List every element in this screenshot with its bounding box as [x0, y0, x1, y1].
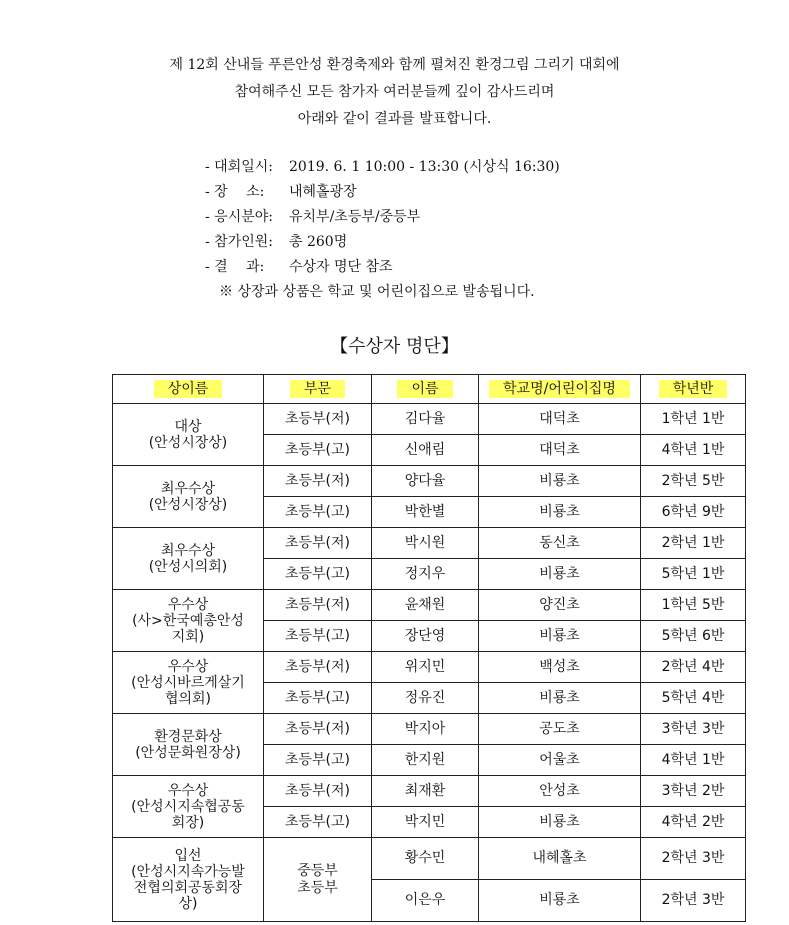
grade-cell: 2학년 4반	[641, 652, 746, 683]
name-cell: 장단영	[372, 621, 479, 652]
school-cell: 내혜홀초	[479, 838, 641, 880]
grade-cell: 5학년 6반	[641, 621, 746, 652]
division-cell: 초등부(저)	[264, 776, 372, 807]
award-cell: 최우수상 (안성시의회)	[113, 528, 264, 590]
division-cell: 초등부(고)	[264, 807, 372, 838]
division-cell: 초등부(저)	[264, 404, 372, 435]
grade-cell: 4학년 2반	[641, 807, 746, 838]
school-cell: 백성초	[479, 652, 641, 683]
division-cell: 초등부(고)	[264, 497, 372, 528]
grade-cell: 3학년 3반	[641, 714, 746, 745]
school-cell: 비룡초	[479, 880, 641, 922]
detail-field: - 응시분야: 유치부/초등부/중등부	[205, 209, 421, 225]
name-cell: 황수민	[372, 838, 479, 880]
intro-line-2: 참여해주신 모든 참가자 여러분들께 깊이 감사드리며	[234, 84, 555, 100]
grade-cell: 2학년 1반	[641, 528, 746, 559]
division-cell: 초등부(저)	[264, 652, 372, 683]
division-cell: 초등부(고)	[264, 435, 372, 466]
school-cell: 공도초	[479, 714, 641, 745]
division-cell: 중등부 초등부	[264, 838, 372, 922]
detail-result: - 결 과: 수상자 명단 참조	[205, 259, 393, 275]
name-cell: 박지아	[372, 714, 479, 745]
table-row	[113, 776, 746, 807]
name-cell: 한지원	[372, 745, 479, 776]
grade-cell: 3학년 2반	[641, 776, 746, 807]
table-header-row	[113, 375, 746, 404]
school-cell: 동신초	[479, 528, 641, 559]
school-cell: 어울초	[479, 745, 641, 776]
table-row	[113, 590, 746, 621]
winners-list-title: 【수상자 명단】	[330, 336, 459, 357]
school-cell: 비룡초	[479, 559, 641, 590]
table-row	[113, 528, 746, 559]
award-cell: 환경문화상 (안성문화원장상)	[113, 714, 264, 776]
header-award: 상이름	[113, 375, 264, 404]
grade-cell: 5학년 1반	[641, 559, 746, 590]
grade-cell: 2학년 3반	[641, 838, 746, 880]
table-row	[113, 404, 746, 435]
award-cell: 우수상 (사>한국예총안성 지회)	[113, 590, 264, 652]
division-cell: 초등부(고)	[264, 683, 372, 714]
award-cell: 우수상 (안성시바르게살기 협의회)	[113, 652, 264, 714]
division-cell: 초등부(저)	[264, 714, 372, 745]
table-row	[113, 838, 746, 880]
award-cell: 최우수상 (안성시장상)	[113, 466, 264, 528]
division-cell: 초등부(고)	[264, 559, 372, 590]
name-cell: 박지민	[372, 807, 479, 838]
intro-text	[0, 52, 789, 133]
winners-table	[112, 374, 746, 922]
school-cell: 비룡초	[479, 466, 641, 497]
event-details	[205, 155, 560, 305]
header-name: 이름	[372, 375, 479, 404]
table-row	[113, 652, 746, 683]
school-cell: 비룡초	[479, 683, 641, 714]
intro-line-1: 제 12회 산내들 푸른안성 환경축제와 함께 펼쳐진 환경그림 그리기 대회에	[169, 57, 620, 73]
detail-place: - 장 소: 내혜홀광장	[205, 184, 357, 200]
table-row	[113, 466, 746, 497]
grade-cell: 4학년 1반	[641, 745, 746, 776]
name-cell: 정지우	[372, 559, 479, 590]
division-cell: 초등부(고)	[264, 621, 372, 652]
school-cell: 대덕초	[479, 404, 641, 435]
delivery-note: ※ 상장과 상품은 학교 및 어린이집으로 발송됩니다.	[219, 284, 535, 300]
header-division: 부문	[264, 375, 372, 404]
school-cell: 비룡초	[479, 621, 641, 652]
grade-cell: 2학년 5반	[641, 466, 746, 497]
table-row	[113, 714, 746, 745]
division-cell: 초등부(저)	[264, 466, 372, 497]
name-cell: 윤채원	[372, 590, 479, 621]
grade-cell: 6학년 9반	[641, 497, 746, 528]
division-cell: 초등부(저)	[264, 590, 372, 621]
header-grade: 학년반	[641, 375, 746, 404]
award-cell: 입선 (안성시지속가능발 전협의회공동회장 상)	[113, 838, 264, 922]
grade-cell: 1학년 1반	[641, 404, 746, 435]
name-cell: 양다율	[372, 466, 479, 497]
detail-date: - 대회일시: 2019. 6. 1 10:00 - 13:30 (시상식 16:30)	[205, 159, 560, 175]
name-cell: 이은우	[372, 880, 479, 922]
school-cell: 비룡초	[479, 807, 641, 838]
school-cell: 양진초	[479, 590, 641, 621]
school-cell: 대덕초	[479, 435, 641, 466]
name-cell: 박시원	[372, 528, 479, 559]
name-cell: 최재환	[372, 776, 479, 807]
grade-cell: 2학년 3반	[641, 880, 746, 922]
name-cell: 정유진	[372, 683, 479, 714]
division-cell: 초등부(저)	[264, 528, 372, 559]
grade-cell: 1학년 5반	[641, 590, 746, 621]
detail-participants: - 참가인원: 총 260명	[205, 234, 348, 250]
header-school: 학교명/어린이집명	[479, 375, 641, 404]
division-cell: 초등부(고)	[264, 745, 372, 776]
grade-cell: 4학년 1반	[641, 435, 746, 466]
grade-cell: 5학년 4반	[641, 683, 746, 714]
school-cell: 안성초	[479, 776, 641, 807]
intro-line-3: 아래와 같이 결과를 발표합니다.	[297, 111, 492, 127]
school-cell: 비룡초	[479, 497, 641, 528]
name-cell: 위지민	[372, 652, 479, 683]
award-cell: 우수상 (안성시지속협공동 회장)	[113, 776, 264, 838]
name-cell: 신애림	[372, 435, 479, 466]
name-cell: 박한별	[372, 497, 479, 528]
award-cell: 대상 (안성시장상)	[113, 404, 264, 466]
name-cell: 김다율	[372, 404, 479, 435]
